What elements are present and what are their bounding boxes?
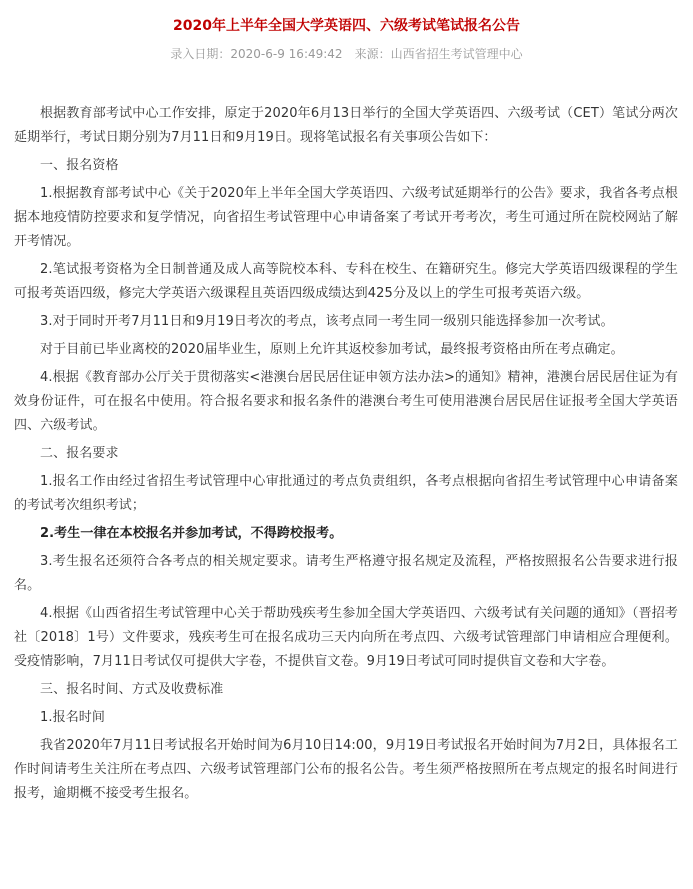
article-title: 2020年上半年全国大学英语四、六级考试笔试报名公告 (173, 18, 520, 34)
paragraph-eligibility-4: 4.根据《教育部办公厅关于贯彻落实<港澳台居民居住证申领方法办法>的通知》精神，港澳台居民居住证为有效身份证件，可在报名中使用。符合报名要求和报名条件的港澳台考生可使用港澳台居民居住证报考全国大学英语四、六级考试。 (14, 370, 678, 433)
article-body (14, 102, 678, 810)
date-label: 录入日期： (170, 47, 231, 61)
section-heading-eligibility: 一、报名资格 (40, 158, 119, 173)
paragraph-requirements-2: 2.考生一律在本校报名并参加考试，不得跨校报考。 (40, 526, 343, 541)
paragraph-registration-time: 我省2020年7月11日考试报名开始时间为6月10日14:00，9月19日考试报名开始时间为7月2日，具体报名工作时间请考生关注所在考点四、六级考试管理部门公布的报名公告。考生须严格按照所在考点规定的报名时间进行报考，逾期概不接受考生报名。 (14, 738, 678, 801)
subheading-registration-time: 1.报名时间 (40, 710, 106, 725)
section-heading-time: 三、报名时间、方式及收费标准 (40, 682, 224, 697)
source-value: 山西省招生考试管理中心 (390, 47, 523, 61)
paragraph-graduates: 对于目前已毕业离校的2020届毕业生，原则上允许其返校参加考试，最终报考资格由所在考点确定。 (40, 342, 624, 357)
article-meta (0, 46, 693, 62)
paragraph-requirements-4: 4.根据《山西省招生考试管理中心关于帮助残疾考生参加全国大学英语四、六级考试有关问题的通知》（晋招考社〔2018〕1号）文件要求，残疾考生可在报名成功三天内向所在考点四、六级考试管理部门申请相应合理便利。受疫情影响，7月11日考试仅可提供大字卷，不提供盲文卷。9月19日考试可同时提供盲文卷和大字卷。 (14, 606, 678, 669)
paragraph-eligibility-2: 2.笔试报考资格为全日制普通及成人高等院校本科、专科在校生、在籍研究生。修完大学英语四级课程的学生可报考英语四级，修完大学英语六级课程且英语四级成绩达到425分及以上的学生可报考英语六级。 (14, 262, 678, 301)
paragraph-eligibility-3: 3.对于同时开考7月11日和9月19日考次的考点，该考点同一考生同一级别只能选择参加一次考试。 (40, 314, 614, 329)
section-heading-requirements: 二、报名要求 (40, 446, 119, 461)
date-value: 2020-6-9 16:49:42 (230, 47, 343, 61)
paragraph-requirements-1: 1.报名工作由经过省招生考试管理中心审批通过的考点负责组织，各考点根据向省招生考试管理中心申请备案的考试考次组织考试； (14, 474, 678, 513)
paragraph-eligibility-1: 1.根据教育部考试中心《关于2020年上半年全国大学英语四、六级考试延期举行的公告》要求，我省各考点根据本地疫情防控要求和复学情况，向省招生考试管理中心申请备案了考试开考考次，考生可通过所在院校网站了解开考情况。 (14, 186, 678, 249)
source-label: 来源： (354, 47, 391, 61)
intro-paragraph: 根据教育部考试中心工作安排，原定于2020年6月13日举行的全国大学英语四、六级考试（CET）笔试分两次延期举行，考试日期分别为7月11日和9月19日。现将笔试报名有关事项公告如下： (14, 106, 678, 145)
paragraph-requirements-3: 3.考生报名还须符合各考点的相关规定要求。请考生严格遵守报名规定及流程，严格按照报名公告要求进行报名。 (14, 554, 678, 593)
